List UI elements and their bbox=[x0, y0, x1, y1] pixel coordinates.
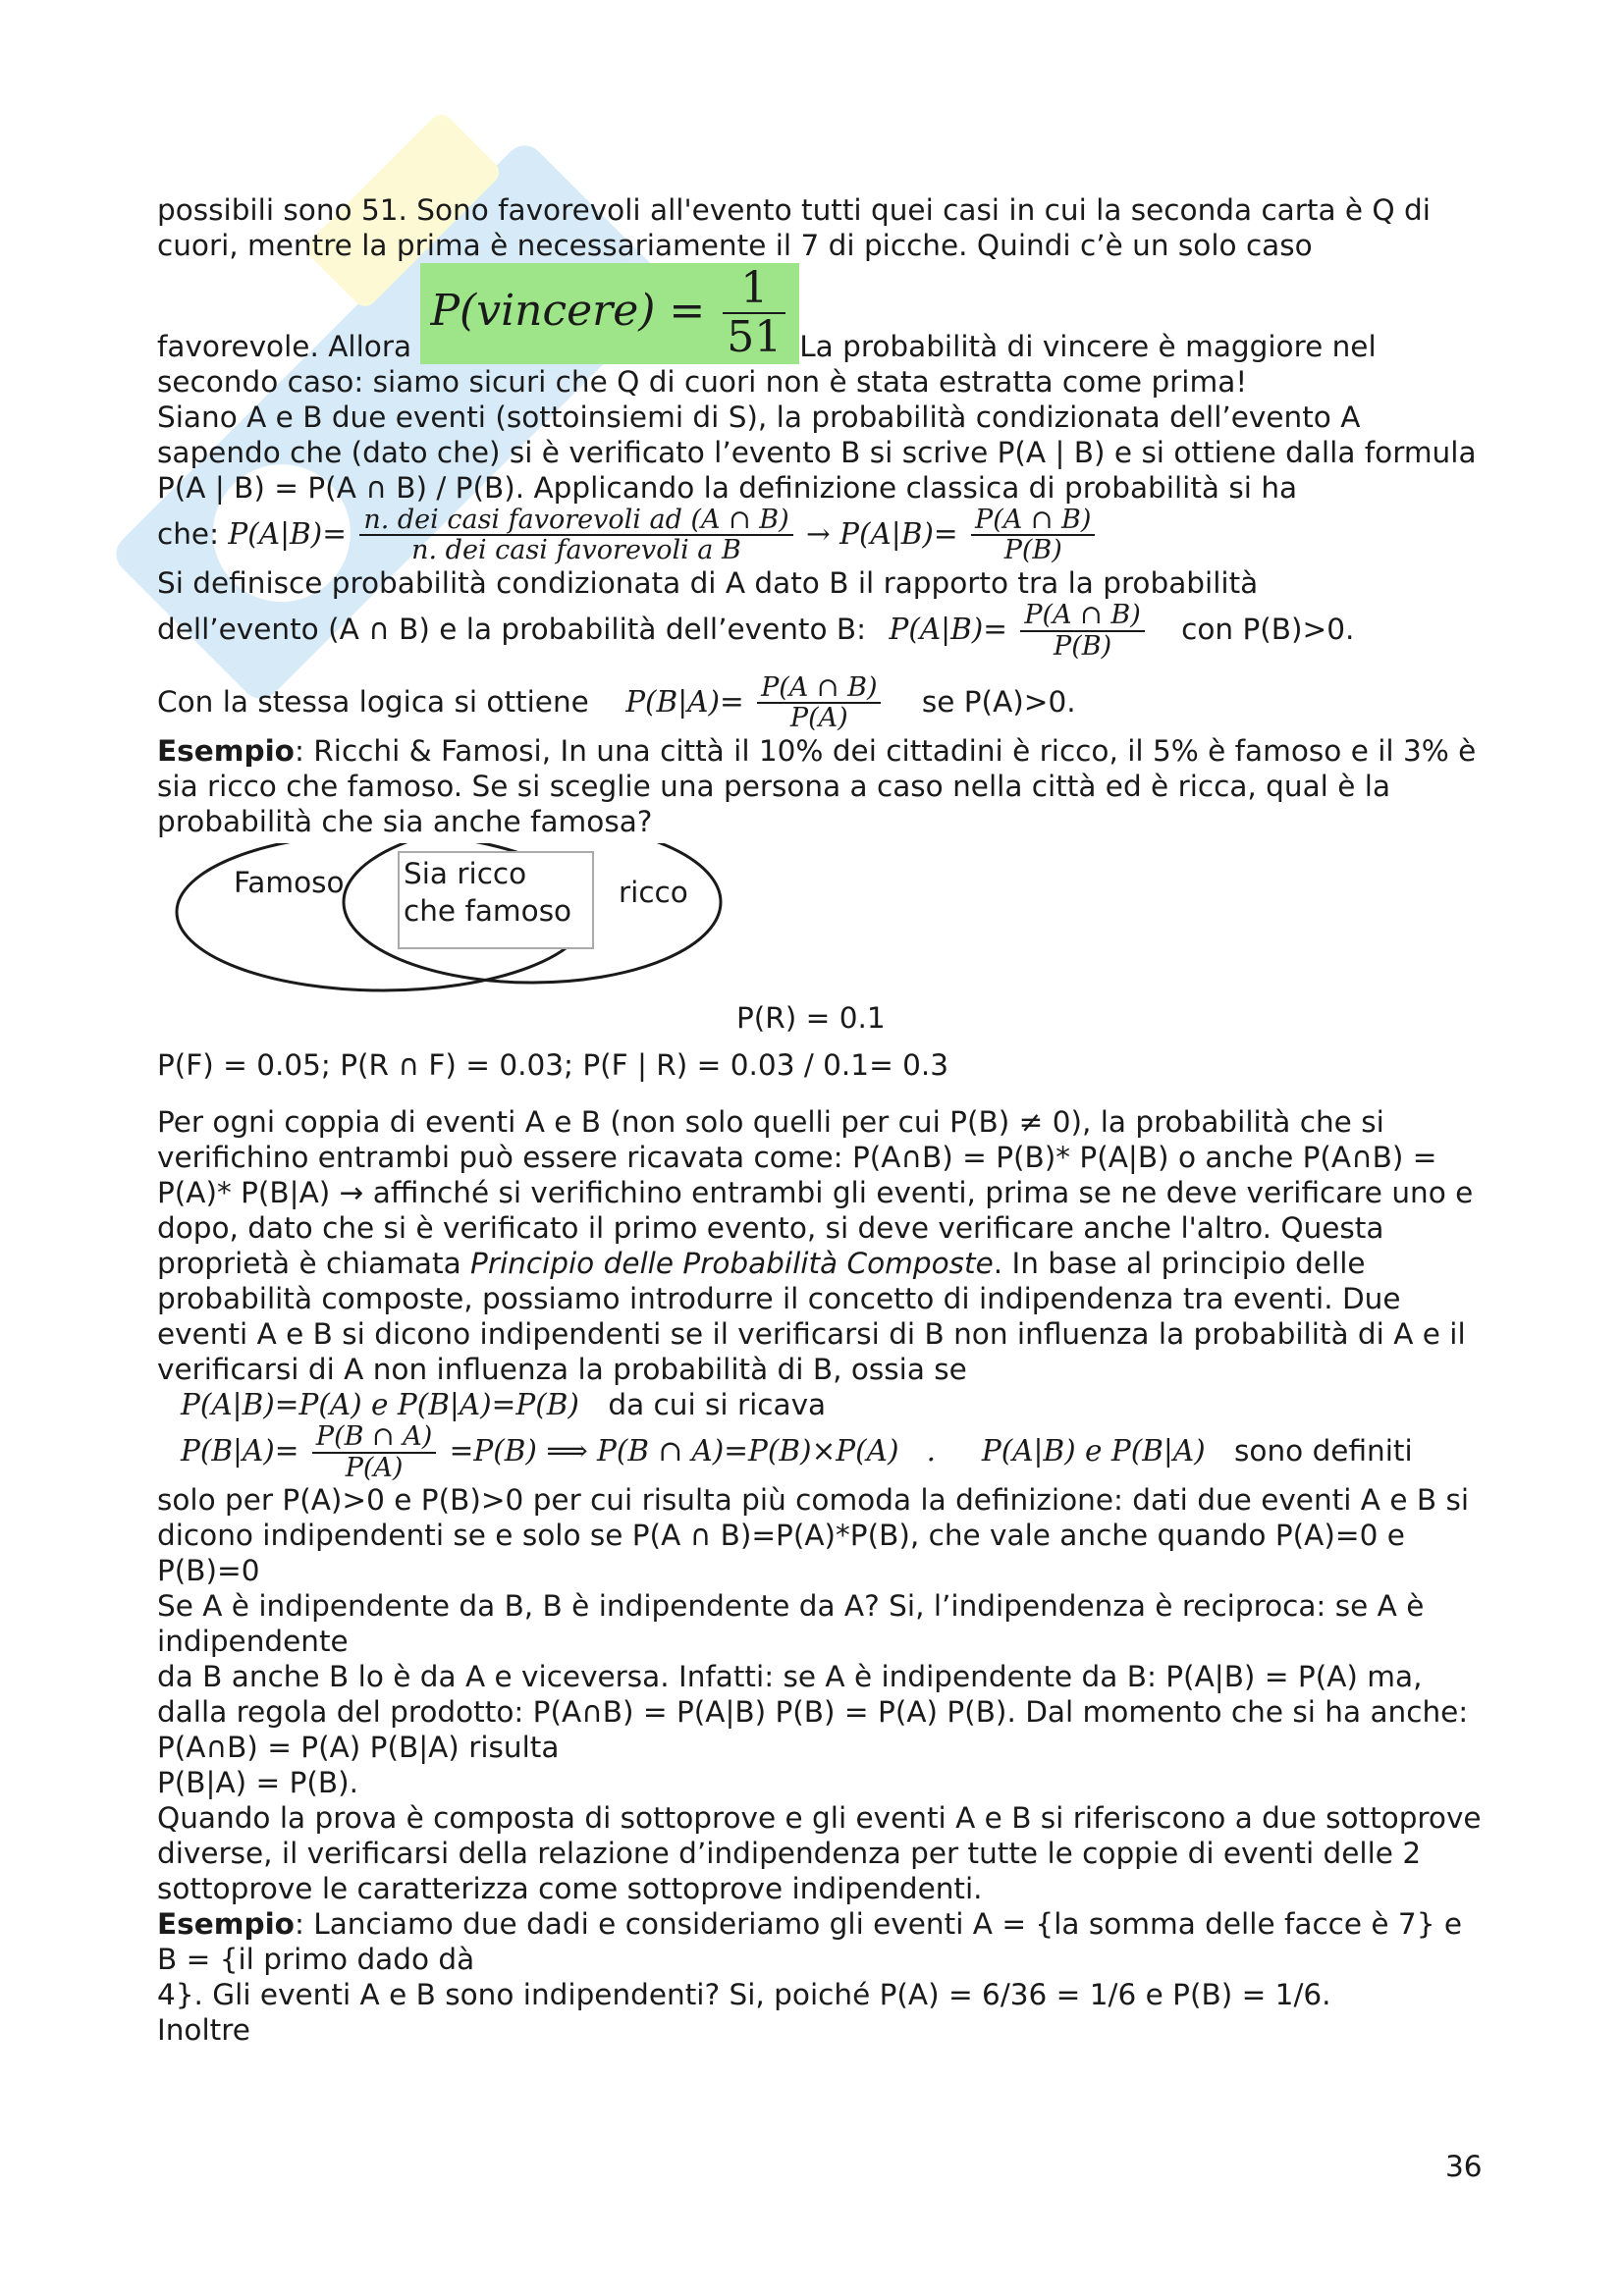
paragraph-with-formula: favorevole. Allora P(vincere) = $\frac{1}{51}$ La probabilità di vincere è maggiore nel secondo caso: siamo sicuri che Q di cuori non è stata estratta come prima! bbox=[157, 263, 1377, 399]
fraction: $\frac{\text{n. dei casi favorevoli ad (A ∩ B)}}{\text{n. dei casi favorevoli a B}}$ bbox=[359, 506, 792, 565]
fraction: $\frac{P(A \cap B)}{P(B)}$ bbox=[1020, 601, 1144, 661]
paragraph: Siano A e B due eventi (sottoinsiemi di S), la probabilità condizionata dell’evento A sapendo che (dato che) si è verificato l’evento B si scrive P(A | B) e si ottiene dalla formula P(A | B) = P(A ∩ B) / P(B). Applicando la definizione classica di probabilità si ha bbox=[157, 400, 1477, 505]
fraction: $\frac{P(B \cap A)}{P(A)}$ bbox=[312, 1422, 436, 1482]
page-number: 36 bbox=[1445, 2150, 1483, 2183]
label-famoso: Famoso bbox=[234, 865, 345, 899]
paragraph: Per ogni coppia di eventi A e B (non solo quelli per cui P(B) ≠ 0), la probabilità che si verifichino entrambi può essere ricavata come: P(A∩B) = P(B)* P(A|B) o anche P(A∩B) = P(A)* P(B|A) → affinché si verifichino entrambi gli eventi, prima se ne deve verificare uno e dopo, dato che si è verificato il primo evento, si deve verificare anche l'altro. Questa proprietà è chiamata Principio delle Probabilità Composte. In base al principio delle probabilità composte, possiamo introdurre il concetto di indipendenza tra eventi. Due eventi A e B si dicono indipendenti se il verificarsi di B non influenza la probabilità di A e il verificarsi di A non influenza la probabilità di B, ossia se bbox=[157, 1104, 1474, 1386]
paragraph: Quando la prova è composta di sottoprove e gli eventi A e B si riferiscono a due sottoprove diverse, il verificarsi della relazione d’indipendenza per tutte le coppie di eventi delle 2 sottoprove le caratterizza come sottoprove indipendenti. bbox=[157, 1801, 1482, 1906]
formula-line: P(B|A)= $\frac{P(B \cap A)}{P(A)}$ =P(B) ⟹ P(B ∩ A)=P(B)×P(A) . P(A|B) e P(B|A) sono definiti bbox=[181, 1420, 1413, 1483]
formula-line: P(A|B)=P(A) e P(B|A)=P(B) da cui si ricava bbox=[181, 1387, 827, 1421]
document-body bbox=[157, 192, 1483, 2048]
highlighted-formula: P(vincere) = $\frac{1}{51}$ bbox=[420, 263, 799, 364]
example-paragraph: Esempio: Ricchi & Famosi, In una città il 10% dei cittadini è ricco, il 5% è famoso e il 3% è sia ricco che famoso. Se si sceglie una persona a caso nella città ed è ricca, qual è la probabilità che sia anche famosa? bbox=[157, 733, 1477, 838]
venn-diagram bbox=[157, 843, 1483, 1000]
fraction: $\frac{1}{51}$ bbox=[723, 265, 785, 362]
paragraph: solo per P(A)>0 e P(B)>0 per cui risulta più comoda la definizione: dati due eventi A e B si dicono indipendenti se e solo se P(A ∩ B)=P(A)*P(B), che vale anche quando P(A)=0 e P(B)=0 bbox=[157, 1483, 1470, 1588]
paragraph: Si definisce probabilità condizionata di A dato B il rapporto tra la probabilità bbox=[157, 566, 1259, 601]
formula-line: che: P(A|B)= $\frac{\text{n. dei casi favorevoli ad (A ∩ B)}}{\text{n. dei casi favorevoli a B}}$ → P(A|B)= $\frac{P(A \cap B)}{P(B)}$ bbox=[157, 506, 1483, 565]
probability-r: P(R) = 0.1 bbox=[736, 1000, 886, 1035]
paragraph: Inoltre bbox=[157, 2013, 250, 2048]
venn-ellipses bbox=[157, 843, 1483, 1000]
fraction: $\frac{P(A \cap B)}{P(A)}$ bbox=[757, 673, 881, 733]
label-ricco: ricco bbox=[619, 875, 688, 909]
paragraph: Se A è indipendente da B, B è indipendente da A? Si, l’indipendenza è reciproca: se A è indipendente bbox=[157, 1589, 1425, 1659]
label-intersection: Sia ricco che famoso bbox=[398, 851, 594, 949]
paragraph: P(B|A) = P(B). bbox=[157, 1766, 359, 1800]
paragraph: P(F) = 0.05; P(R ∩ F) = 0.03; P(F | R) = 0.03 / 0.1= 0.3 bbox=[157, 1047, 949, 1082]
formula-line: dell’evento (A ∩ B) e la probabilità dell’evento B: P(A|B)= $\frac{P(A \cap B)}{P(B)}$ con P(B)>0. bbox=[157, 600, 1355, 662]
example-paragraph: Esempio: Lanciamo due dadi e consideriamo gli eventi A = {la somma delle facce è 7} e B = {il primo dado dà bbox=[157, 1907, 1462, 1977]
paragraph: possibili sono 51. Sono favorevoli all'evento tutti quei casi in cui la seconda carta è Q di cuori, mentre la prima è necessariamente il 7 di picche. Quindi c’è un solo caso bbox=[157, 193, 1431, 262]
fraction: $\frac{P(A \cap B)}{P(B)}$ bbox=[971, 506, 1095, 565]
paragraph: 4}. Gli eventi A e B sono indipendenti? Si, poiché P(A) = 6/36 = 1/6 e P(B) = 1/6. bbox=[157, 1978, 1331, 2012]
paragraph: da B anche B lo è da A e viceversa. Infatti: se A è indipendente da B: P(A|B) = P(A) ma, dalla regola del prodotto: P(A∩B) = P(A|B) P(B) = P(A) P(B). Dal momento che si ha anche: P(A∩B) = P(A) P(B|A) risulta bbox=[157, 1660, 1469, 1765]
formula-line: Con la stessa logica si ottiene P(B|A)= $\frac{P(A \cap B)}{P(A)}$ se P(A)>0. bbox=[157, 671, 1076, 734]
